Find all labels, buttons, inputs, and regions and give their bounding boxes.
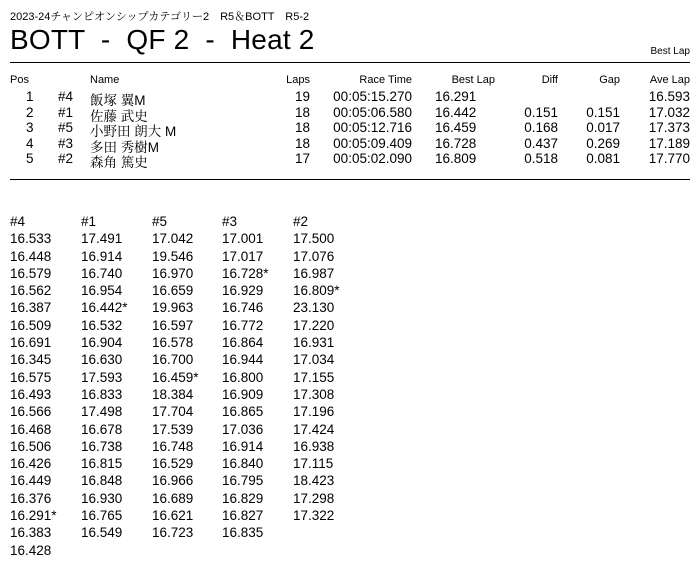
lap-time: 16.966	[152, 473, 194, 489]
lap-time: 17.001	[222, 231, 264, 247]
cell-pos: 1	[26, 89, 34, 104]
cell-ave-lap: 17.032	[648, 104, 690, 120]
lap-time: 16.929	[222, 283, 264, 299]
cell-race-time: 00:05:02.090	[333, 151, 412, 166]
lap-time: 16.840	[222, 456, 264, 472]
lap-time: 16.829	[222, 490, 264, 506]
col-best-lap: Best Lap	[451, 74, 495, 86]
best-lap-note: Best Lap	[650, 46, 690, 57]
lap-time: 17.424	[293, 421, 335, 437]
cell-laps: 17	[294, 151, 310, 166]
lap-time: 16.621	[152, 508, 194, 524]
lap-time: 17.308	[293, 386, 335, 402]
cell-race-time: 00:05:15.270	[333, 89, 412, 104]
lap-column-kart: #4	[10, 214, 26, 229]
cell-laps: 18	[294, 120, 310, 135]
lap-time: 16.376	[10, 490, 52, 506]
lap-time: 16.562	[10, 283, 52, 299]
lap-time: 19.546	[152, 248, 194, 264]
lap-time: 17.196	[293, 404, 335, 420]
cell-driver-name: 多田 秀樹M	[90, 139, 159, 155]
lap-time: 17.539	[152, 421, 194, 437]
header-rule	[10, 62, 690, 63]
col-name: Name	[90, 74, 120, 86]
lap-time: 16.909	[222, 386, 264, 402]
cell-driver-name: 小野田 朗大 M	[90, 124, 177, 139]
lap-time: 18.384	[152, 386, 194, 402]
lap-time: 17.076	[293, 248, 335, 264]
cell-laps: 19	[294, 89, 310, 104]
lap-column	[81, 213, 151, 542]
lap-time: 17.155	[293, 369, 335, 385]
cell-diff: 0.518	[524, 151, 558, 166]
lap-time: 16.938	[293, 438, 335, 454]
lap-time: 17.298	[293, 490, 335, 506]
lap-column	[152, 213, 222, 542]
lap-time: 16.597	[152, 317, 194, 333]
cell-best-lap: 16.809	[435, 151, 477, 166]
lap-time: 16.970	[152, 265, 194, 281]
lap-time: 17.704	[152, 404, 194, 420]
cell-diff: 0.437	[524, 135, 558, 151]
cell-gap: 0.081	[586, 151, 620, 166]
results-rule	[10, 179, 690, 180]
lap-time: 17.322	[293, 508, 335, 524]
lap-time: 17.500	[293, 231, 335, 247]
page-title: BOTT - QF 2 - Heat 2	[10, 24, 315, 55]
lap-time: 16.659	[152, 283, 194, 299]
cell-ave-lap: 17.373	[648, 120, 690, 135]
lap-time: 16.914	[222, 438, 264, 454]
lap-time: 16.835	[222, 525, 264, 541]
lap-time: 16.383	[10, 525, 52, 541]
results-body	[10, 89, 690, 170]
lap-time: 16.954	[81, 283, 123, 299]
lap-time: 17.042	[152, 231, 194, 247]
lap-time: 16.746	[222, 300, 264, 316]
lap-time: 16.728*	[222, 265, 269, 281]
lap-time: 16.815	[81, 456, 123, 472]
lap-column-kart: #1	[81, 214, 97, 229]
lap-time: 16.827	[222, 508, 264, 524]
cell-best-lap: 16.442	[435, 104, 477, 120]
lap-time: 16.864	[222, 335, 264, 351]
lap-time: 16.689	[152, 490, 194, 506]
lap-time: 16.700	[152, 352, 194, 368]
lap-column-kart: #5	[152, 214, 168, 229]
cell-race-time: 00:05:09.409	[333, 135, 412, 151]
lap-time: 18.423	[293, 473, 335, 489]
cell-race-time: 00:05:12.716	[333, 120, 412, 135]
results-table	[10, 74, 690, 170]
lap-time: 16.579	[10, 265, 52, 281]
subtitle: 2023-24チャンピオンシップカテゴリー2 R5＆BOTT R5-2	[10, 11, 310, 23]
lap-time: 16.809*	[293, 283, 340, 299]
lap-time: 16.442*	[81, 300, 128, 316]
cell-kart-number: #2	[58, 151, 74, 166]
cell-gap: 0.151	[586, 104, 620, 120]
lap-time: 16.738	[81, 438, 123, 454]
lap-time: 16.930	[81, 490, 123, 506]
cell-ave-lap: 17.189	[648, 135, 690, 151]
lap-time: 16.914	[81, 248, 123, 264]
col-pos: Pos	[10, 74, 29, 86]
lap-column-kart: #3	[222, 214, 238, 229]
lap-time: 17.498	[81, 404, 123, 420]
cell-gap: 0.269	[586, 135, 620, 151]
cell-best-lap: 16.728	[435, 135, 477, 151]
cell-gap: 0.017	[586, 120, 620, 135]
lap-time: 16.566	[10, 404, 52, 420]
cell-kart-number: #4	[58, 89, 74, 104]
lap-time: 16.904	[81, 335, 123, 351]
cell-diff: 0.151	[524, 104, 558, 120]
lap-time: 16.691	[10, 335, 52, 351]
cell-pos: 4	[26, 135, 34, 151]
lap-time: 16.549	[81, 525, 123, 541]
lap-time: 16.630	[81, 352, 123, 368]
lap-time: 17.115	[293, 456, 334, 472]
cell-pos: 5	[26, 151, 34, 166]
cell-best-lap: 16.459	[435, 120, 477, 135]
cell-diff: 0.168	[524, 120, 558, 135]
cell-ave-lap: 17.770	[648, 151, 690, 166]
lap-time: 17.036	[222, 421, 264, 437]
lap-time: 16.944	[222, 352, 264, 368]
cell-laps: 18	[294, 135, 310, 151]
lap-time: 17.593	[81, 369, 123, 385]
lap-column	[222, 213, 292, 542]
lap-time: 16.493	[10, 386, 52, 402]
cell-pos: 3	[26, 120, 34, 135]
lap-time: 16.533	[10, 231, 52, 247]
lap-time: 16.578	[152, 335, 194, 351]
cell-driver-name: 佐藤 武史	[90, 108, 148, 124]
lap-time: 16.795	[222, 473, 264, 489]
lap-time: 16.449	[10, 473, 52, 489]
lap-time: 16.987	[293, 265, 335, 281]
cell-ave-lap: 16.593	[648, 89, 690, 104]
lap-time: 17.017	[222, 248, 264, 264]
lap-time: 17.034	[293, 352, 335, 368]
lap-time: 16.468	[10, 421, 52, 437]
col-race-time: Race Time	[359, 74, 412, 86]
lap-time: 16.931	[293, 335, 335, 351]
lap-column-kart: #2	[293, 214, 309, 229]
table-row	[10, 151, 690, 170]
lap-time: 19.963	[152, 300, 194, 316]
lap-time: 16.428	[10, 542, 52, 558]
lap-time: 16.387	[10, 300, 52, 316]
lap-column	[293, 213, 363, 524]
cell-kart-number: #3	[58, 135, 74, 151]
lap-column	[10, 213, 80, 559]
cell-kart-number: #1	[58, 104, 74, 120]
lap-time: 17.491	[81, 231, 123, 247]
lap-time: 16.532	[81, 317, 123, 333]
cell-pos: 2	[26, 104, 34, 120]
lap-time: 16.848	[81, 473, 123, 489]
table-row	[10, 104, 690, 124]
cell-driver-name: 飯塚 翼M	[90, 93, 146, 108]
lap-time: 16.772	[222, 317, 264, 333]
lap-time: 16.765	[81, 508, 123, 524]
lap-time: 16.723	[152, 525, 194, 541]
col-diff: Diff	[541, 74, 558, 86]
table-row	[10, 120, 690, 139]
lap-time: 16.426	[10, 456, 52, 472]
cell-laps: 18	[294, 104, 310, 120]
col-laps: Laps	[286, 74, 310, 86]
lap-time: 16.740	[81, 265, 123, 281]
lap-time: 17.220	[293, 317, 335, 333]
col-ave-lap: Ave Lap	[649, 74, 690, 86]
lap-time: 16.748	[152, 438, 194, 454]
lap-time: 16.448	[10, 248, 52, 264]
lap-time: 16.506	[10, 438, 52, 454]
lap-time: 16.459*	[152, 369, 199, 385]
lap-time: 23.130	[293, 300, 335, 316]
table-row	[10, 89, 690, 108]
lap-time: 16.678	[81, 421, 123, 437]
lap-time: 16.833	[81, 386, 123, 402]
lap-time: 16.529	[152, 456, 194, 472]
lap-time: 16.800	[222, 369, 264, 385]
col-gap: Gap	[599, 74, 620, 86]
lap-time: 16.291*	[10, 508, 57, 524]
lap-time: 16.575	[10, 369, 52, 385]
cell-driver-name: 森角 篤史	[90, 155, 148, 170]
lap-time: 16.865	[222, 404, 264, 420]
cell-race-time: 00:05:06.580	[333, 104, 412, 120]
lap-time: 16.509	[10, 317, 52, 333]
lap-time: 16.345	[10, 352, 52, 368]
table-row	[10, 135, 690, 155]
cell-kart-number: #5	[58, 120, 74, 135]
cell-best-lap: 16.291	[435, 89, 477, 104]
results-header	[10, 74, 690, 89]
